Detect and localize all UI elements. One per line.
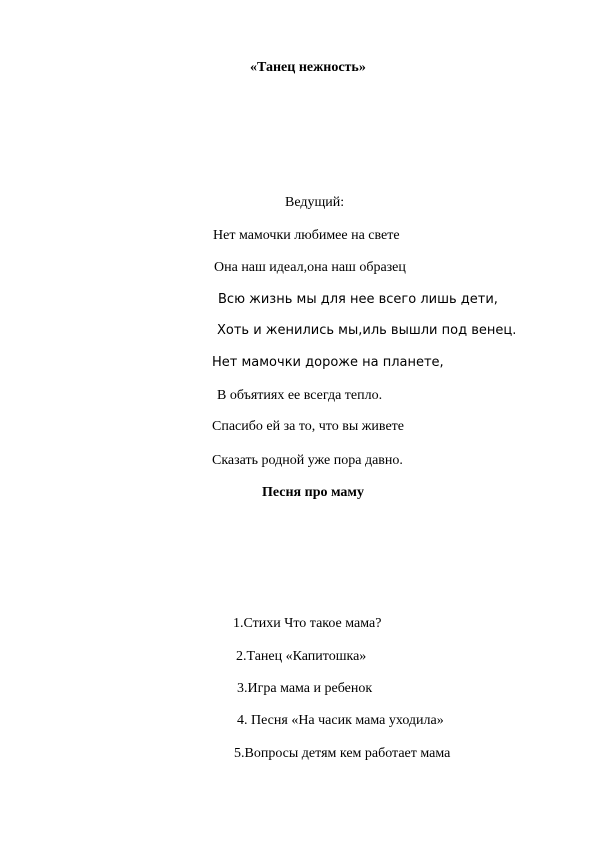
document-title: «Танец нежность» [250, 60, 366, 75]
speaker-label: Ведущий: [285, 195, 345, 210]
poem-line: Нет мамочки дороже на планете, [212, 355, 444, 370]
poem-line: В объятиях ее всегда тепло. [217, 388, 383, 403]
poem-line: Сказать родной уже пора давно. [212, 453, 403, 468]
poem-line: Всю жизнь мы для нее всего лишь дети, [218, 292, 498, 307]
program-item: 3.Игра мама и ребенок [237, 681, 373, 696]
poem-line: Нет мамочки любимее на свете [213, 228, 400, 243]
poem-line: Она наш идеал,она наш образец [214, 260, 406, 275]
poem-line: Хоть и женились мы,иль вышли под венец. [217, 323, 517, 338]
song-heading: Песня про маму [262, 485, 364, 500]
program-item: 4. Песня «На часик мама уходила» [237, 713, 444, 728]
program-item: 2.Танец «Капитошка» [236, 649, 367, 664]
program-item: 5.Вопросы детям кем работает мама [234, 746, 451, 761]
program-item: 1.Стихи Что такое мама? [233, 616, 382, 631]
poem-line: Спасибо ей за то, что вы живете [212, 419, 404, 434]
